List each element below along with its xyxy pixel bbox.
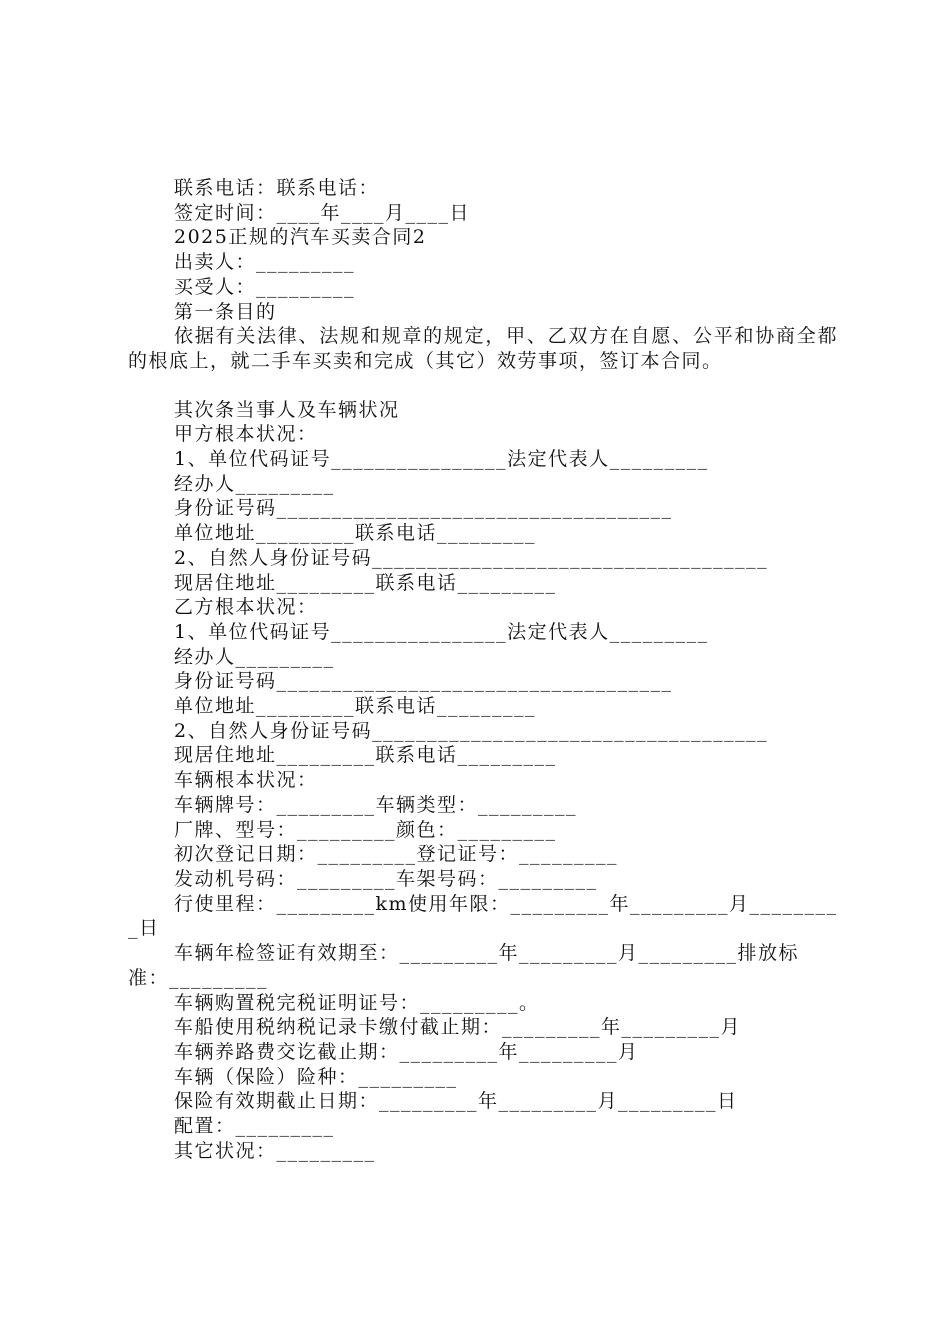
vehicle-plate-type: 车辆牌号：_________车辆类型：_________ [174, 793, 578, 816]
insurance-type: 车辆（保险）险种：_________ [174, 1065, 458, 1088]
buyer-line: 买受人：_________ [174, 275, 356, 298]
seller-line: 出卖人：_________ [174, 251, 356, 274]
party-b-agent: 经办人_________ [174, 645, 335, 668]
party-b-address: 单位地址_________联系电话_________ [174, 695, 537, 718]
party-b-heading: 乙方根本状况： [174, 596, 318, 619]
contract-title: 2025正规的汽车买卖合同2 [174, 226, 427, 249]
party-a-natural-person-id: 2、自然人身份证号码____________________________________ [174, 546, 769, 569]
party-b-natural-person-id: 2、自然人身份证号码____________________________________ [174, 719, 769, 742]
paragraph-gap [128, 374, 838, 398]
article-1-heading: 第一条目的 [174, 300, 277, 323]
vessel-tax-deadline: 车船使用税纳税记录卡缴付截止期：_________年_________月 [174, 1016, 742, 1039]
party-a-heading: 甲方根本状况： [174, 423, 318, 446]
purpose-paragraph: 依据有关法律、法规和规章的规定，甲、乙双方在自愿、公平和协商全都的根底上，就二手车买卖和完成（其它）效劳事项，签订本合同。 [128, 325, 838, 372]
vehicle-mileage: 行使里程：_________km使用年限：_________年_________月_________日 [128, 892, 838, 940]
party-a-residence: 现居住地址_________联系电话_________ [174, 571, 557, 594]
party-b-residence: 现居住地址_________联系电话_________ [174, 744, 557, 767]
vehicle-brand-color: 厂牌、型号：_________颜色：_________ [174, 818, 557, 841]
party-b-id-number: 身份证号码____________________________________ [174, 670, 673, 693]
party-a-agent: 经办人_________ [174, 472, 335, 495]
party-a-address: 单位地址_________联系电话_________ [174, 522, 537, 545]
vehicle-engine-frame: 发动机号码：_________车架号码：_________ [174, 867, 598, 890]
road-fee-deadline: 车辆养路费交讫截止期：_________年_________月 [174, 1040, 639, 1063]
insurance-expiry: 保险有效期截止日期：_________年_________月_________日 [174, 1090, 738, 1113]
configuration: 配置：_________ [174, 1115, 335, 1138]
contract-body [128, 176, 838, 1163]
party-a-id-number: 身份证号码____________________________________ [174, 497, 673, 520]
other-conditions: 其它状况：_________ [174, 1139, 376, 1162]
party-b-unit-code: 1、单位代码证号________________法定代表人_________ [174, 620, 709, 643]
vehicle-heading: 车辆根本状况： [174, 769, 318, 792]
party-a-unit-code: 1、单位代码证号________________法定代表人_________ [174, 448, 709, 471]
vehicle-inspection: 车辆年检签证有效期至：_________年_________月_________排放标准：_________ [128, 942, 800, 989]
article-2-heading: 其次条当事人及车辆状况 [174, 398, 400, 421]
sign-date-line: 签定时间：____年____月____日 [174, 201, 471, 224]
vehicle-registration: 初次登记日期：_________登记证号：_________ [174, 843, 619, 866]
purchase-tax-certificate: 车辆购置税完税证明证号：_________。 [174, 991, 540, 1014]
contact-phone-line: 联系电话：联系电话： [174, 177, 380, 199]
